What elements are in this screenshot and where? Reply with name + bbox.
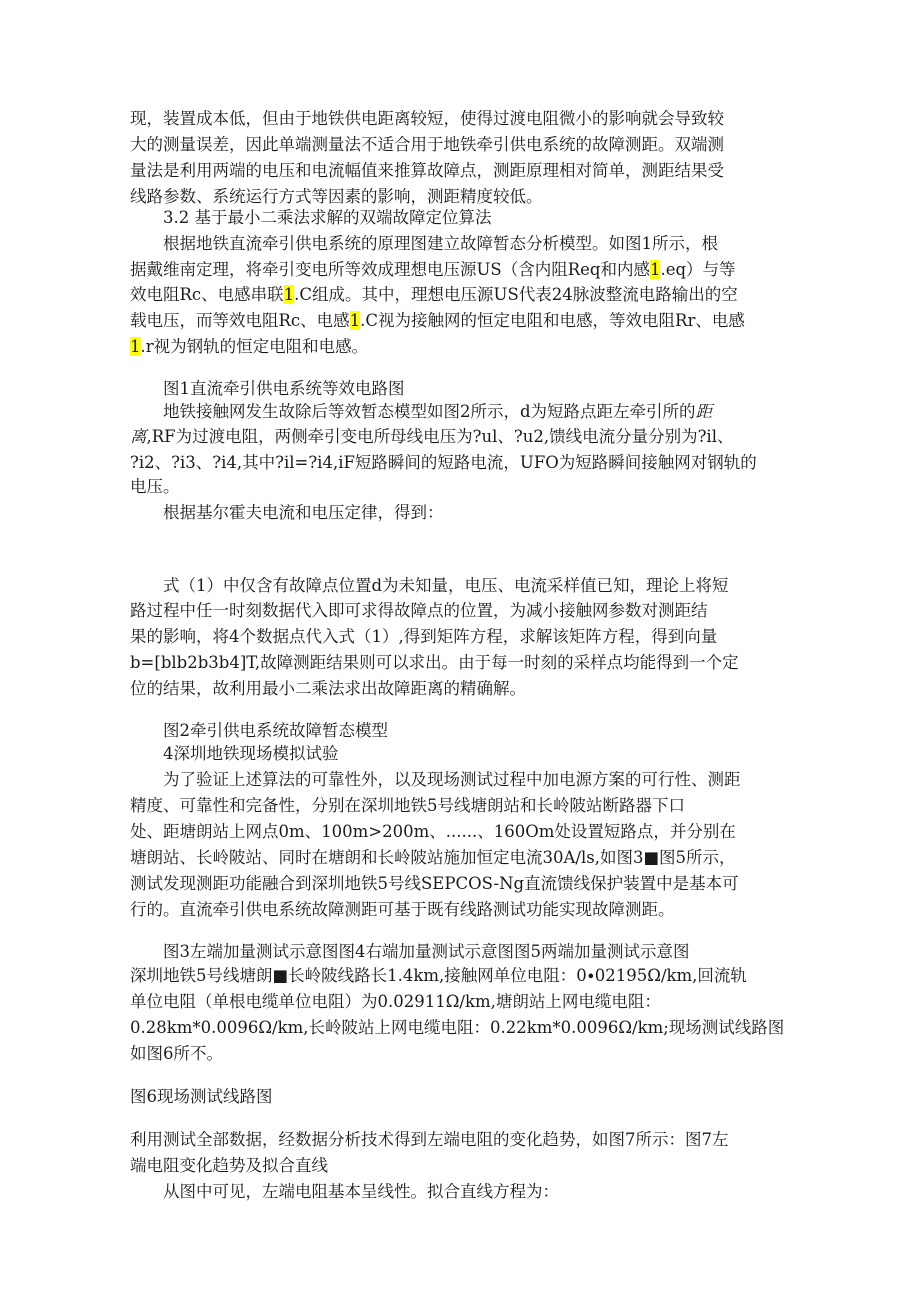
text-line: 据戴维南定理，将牵引变电所等效成理想电压源US（含内阻Req和内感1.eq）与等: [130, 260, 736, 279]
text-line: 路过程中任一时刻数据代入即可求得故障点的位置，为减小接触网参数对测距结: [130, 601, 708, 620]
text-line: 载电压，而等效电阻Rc、电感1.C视为接触网的恒定电阻和电感，等效电阻Rr、电感: [130, 311, 745, 330]
figure-captions-3-5: 图3左端加量测试示意图图4右端加量测试示意图图5两端加量测试示意图: [163, 942, 690, 961]
text-line: 离,RF为过渡电阻，两侧牵引变电所母线电压为?ul、?u2,馈线电流分量分别为?il、: [130, 427, 734, 446]
text-line: 深圳地铁5号线塘朗■长岭陂线路长1.4km,接触网单位电阻：0∙02195Ω∕km,回流轨: [130, 966, 747, 985]
section-heading-3-2: 3.2 基于最小二乘法求解的双端故障定位算法: [163, 208, 492, 227]
text-line: 电压。: [130, 477, 180, 496]
highlight-mark: 1: [130, 337, 141, 356]
text-line: ?i2、?i3、?i4,其中?il=?i4,iF短路瞬间的短路电流，UFO为短路瞬间接触网对钢轨的: [130, 453, 757, 472]
text-line: 端电阻变化趋势及拟合直线: [130, 1156, 328, 1175]
figure-caption-1: 图1直流牵引供电系统等效电路图: [163, 379, 405, 398]
highlight-mark: 1: [349, 311, 361, 330]
figure-caption-2: 图2牵引供电系统故障暂态模型: [163, 721, 388, 740]
highlight-mark: 1: [283, 285, 295, 304]
figure-caption-6: 图6现场测试线路图: [130, 1087, 273, 1106]
text-line: 式（1）中仅含有故障点位置d为未知量，电压、电流采样值已知，理论上将短: [163, 576, 729, 595]
text-line: 测试发现测距功能融合到深圳地铁5号线SEPCOS-Ng直流馈线保护装置中是基本可: [130, 874, 739, 893]
text-line: 现，装置成本低，但由于地铁供电距离较短，使得过渡电阻微小的影响就会导致较: [130, 109, 724, 128]
text-line: 精度、可靠性和完备性，分别在深圳地铁5号线塘朗站和长岭陂站断路器下口: [130, 796, 685, 815]
text-line: 从图中可见，左端电阻基本呈线性。拟合直线方程为：: [163, 1182, 559, 1201]
text-line: 效电阻Rc、电感串联1.C组成。其中，理想电压源US代表24脉波整流电路输出的空: [130, 285, 738, 304]
text-line: 利用测试全部数据，经数据分析技术得到左端电阻的变化趋势，如图7所示：图7左: [130, 1130, 729, 1149]
text-line: 大的测量误差，因此单端测量法不适合用于地铁牵引供电系统的故障测距。双端测: [130, 135, 724, 154]
text-line: 根据地铁直流牵引供电系统的原理图建立故障暂态分析模型。如图1所示，根: [163, 234, 718, 253]
text-line: 根据基尔霍夫电流和电压定律，得到：: [163, 503, 444, 522]
text-line: 单位电阻（单根电缆单位电阻）为0.02911Ω∕km,塘朗站上网电缆电阻：: [130, 992, 661, 1011]
text-line: 如图6所不。: [130, 1044, 223, 1063]
text-line: 处、距塘朗站上网点0m、100m>200m、......、160Om处设置短路点，并分别在: [130, 822, 736, 841]
text-line: 线路参数、系统运行方式等因素的影响，测距精度较低。: [130, 187, 543, 206]
text-line: 地铁接触网发生故除后等效暂态模型如图2所示，d为短路点距左牵引所的距: [163, 402, 713, 421]
text-line: 果的影响，将4个数据点代入式（1）,得到矩阵方程，求解该矩阵方程，得到向量: [130, 627, 718, 646]
section-heading-4: 4深圳地铁现场模拟试验: [163, 744, 339, 763]
text-line: 位的结果，故利用最小二乘法求出故障距离的精确解。: [130, 679, 526, 698]
highlight-mark: 1: [649, 260, 661, 279]
text-line: b=[blb2b3b4]T,故障测距结果则可以求出。由于每一时刻的采样点均能得到一个定: [130, 653, 739, 672]
text-line: 1.r视为钢轨的恒定电阻和电感。: [130, 337, 369, 356]
text-line: 0.28km*0.0096Ω∕km,长岭陂站上网电缆电阻：0.22km*0.0096Ω∕km;现场测试线路图: [130, 1018, 785, 1037]
text-line: 塘朗站、长岭陂站、同时在塘朗和长岭陂站施加恒定电流30A∕ls,如图3■图5所示，: [130, 848, 736, 867]
text-line: 行的。直流牵引供电系统故障测距可基于既有线路测试功能实现故障测距。: [130, 900, 675, 919]
text-line: 为了验证上述算法的可靠性外，以及现场测试过程中加电源方案的可行性、测距: [163, 770, 741, 789]
text-line: 量法是利用两端的电压和电流幅值来推算故障点，测距原理相对简单，测距结果受: [130, 161, 724, 180]
